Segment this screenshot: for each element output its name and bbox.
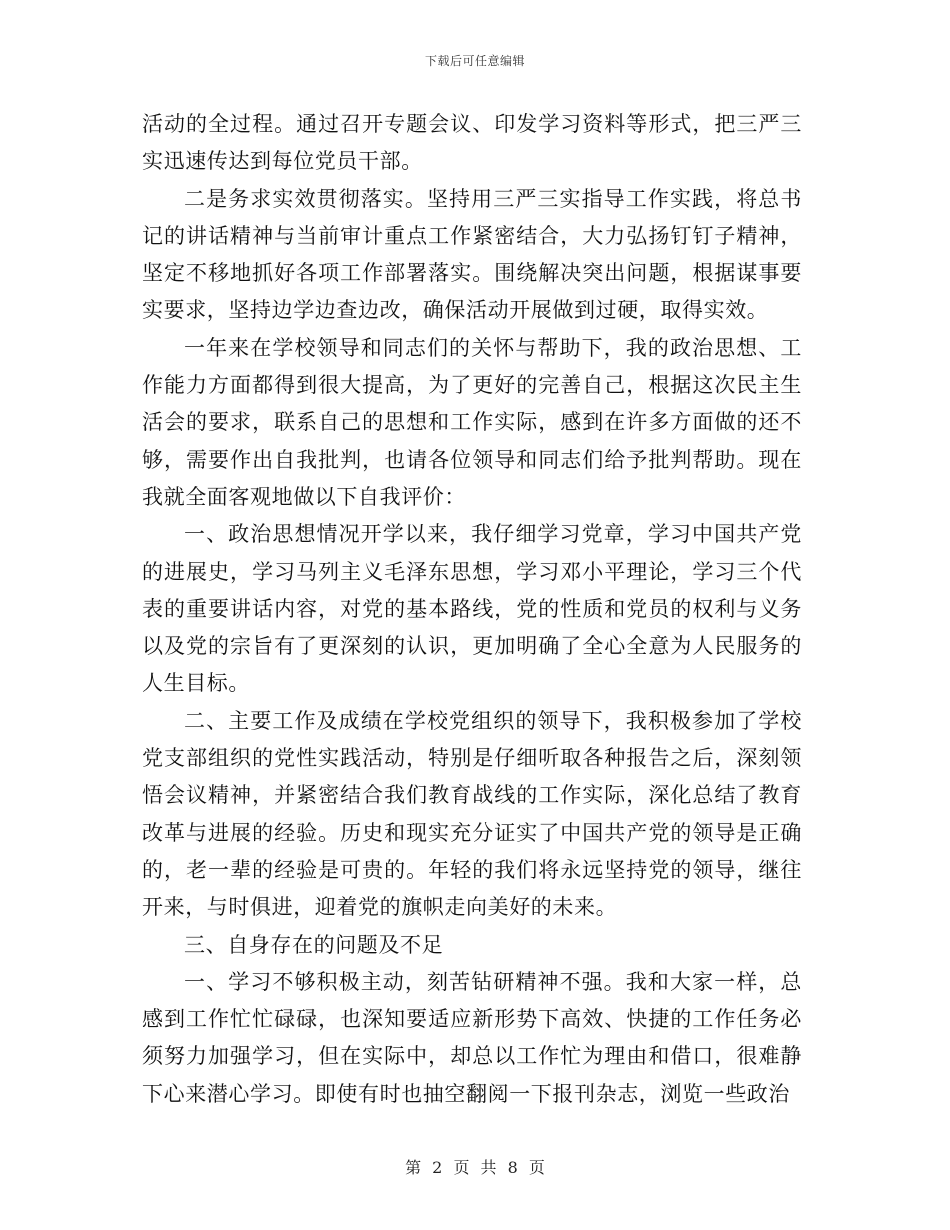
paragraph-4: 一、政治思想情况开学以来，我仔细学习党章，学习中国共产党的进展史，学习马列主义毛泽东思想，学习邓小平理论，学习三个代表的重要讲话内容，对党的基本路线，党的性质和党员的权利与义务以及党的宗旨有了更深刻的认识，更加明确了全心全意为人民服务的人生目标。 [142,522,802,696]
paragraph-1: 活动的全过程。通过召开专题会议、印发学习资料等形式，把三严三实迅速传达到每位党员干部。 [142,112,802,174]
page-number: 第 2 页 共 8 页 [405,1158,545,1177]
section-heading: 三、自身存在的问题及不足 [184,932,444,957]
paragraph-6: 一、学习不够积极主动，刻苦钻研精神不强。我和大家一样，总感到工作忙忙碌碌，也深知要适应新形势下高效、快捷的工作任务必须努力加强学习，但在实际中，却总以工作忙为理由和借口，很难静下心来潜心学习。即使有时也抽空翻阅一下报刊杂志，浏览一些政治 [142,969,802,1106]
paragraph-2: 二是务求实效贯彻落实。坚持用三严三实指导工作实践，将总书记的讲话精神与当前审计重点工作紧密结合，大力弘扬钉钉子精神，坚定不移地抓好各项工作部署落实。围绕解决突出问题，根据谋事要实要求，坚持边学边查边改，确保活动开展做到过硬，取得实效。 [142,186,802,323]
page-header-note: 下载后可任意编辑 [424,54,525,68]
paragraph-5: 二、主要工作及成绩在学校党组织的领导下，我积极参加了学校党支部组织的党性实践活动，特别是仔细听取各种报告之后，深刻领悟会议精神，并紧密结合我们教育战线的工作实际，深化总结了教育改革与进展的经验。历史和现实充分证实了中国共产党的领导是正确的，老一辈的经验是可贵的。年轻的我们将永远坚持党的领导，继往开来，与时俱进，迎着党的旗帜走向美好的未来。 [142,708,802,920]
document-body [142,106,802,1113]
paragraph-3: 一年来在学校领导和同志们的关怀与帮助下，我的政治思想、工作能力方面都得到很大提高，为了更好的完善自己，根据这次民主生活会的要求，联系自己的思想和工作实际，感到在许多方面做的还不够，需要作出自我批判，也请各位领导和同志们给予批判帮助。现在我就全面客观地做以下自我评价： [142,335,802,509]
